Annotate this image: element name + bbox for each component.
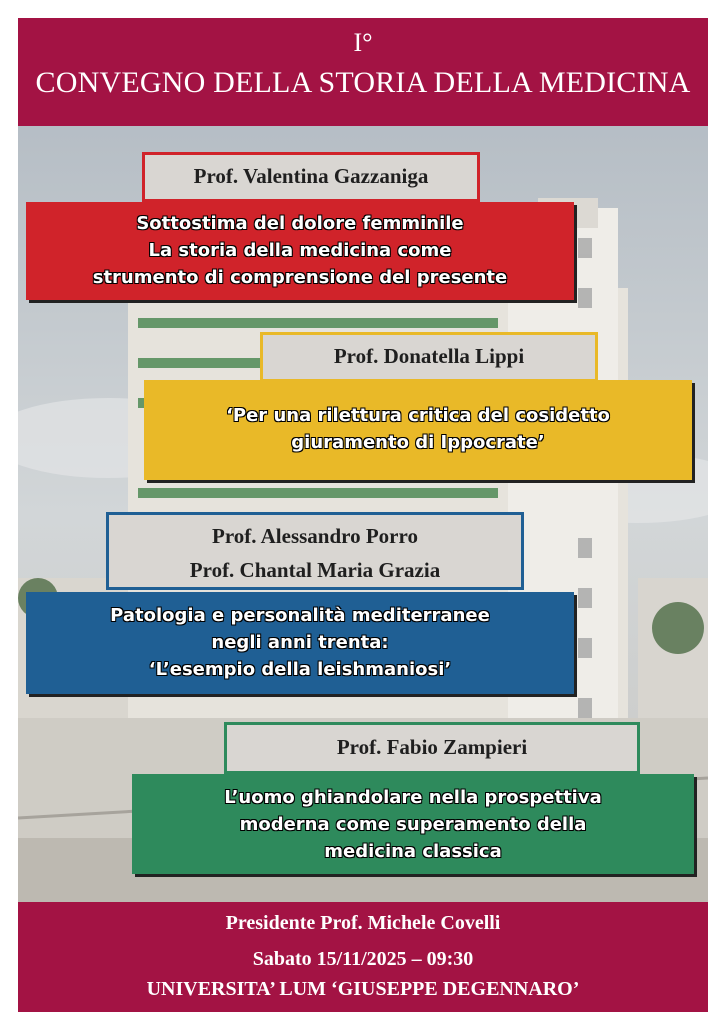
speaker-name: Prof. Valentina Gazzaniga xyxy=(142,152,480,202)
talk-title-line: L’uomo ghiandolare nella prospettiva xyxy=(224,787,602,808)
header-banner xyxy=(18,18,708,126)
talk-title-line: giuramento di Ippocrate’ xyxy=(291,432,545,453)
talk-title-line: Sottostima del dolore femminile xyxy=(136,213,464,234)
talk-title-box xyxy=(132,774,694,874)
talk-title-box xyxy=(26,592,574,694)
date-line: Sabato 15/11/2025 – 09:30 xyxy=(252,948,474,970)
talk-title-box xyxy=(26,202,574,300)
talk-title-line: La storia della medicina come xyxy=(148,240,452,261)
talk-title-line: moderna come superamento della xyxy=(239,814,587,835)
venue-line: UNIVERSITA’ LUM ‘GIUSEPPE DEGENNARO’ xyxy=(146,978,580,1000)
talk-title-line: medicina classica xyxy=(324,841,502,862)
speaker-name: Prof. Fabio Zampieri xyxy=(224,722,640,774)
talk-title-line: strumento di comprensione del presente xyxy=(92,267,508,288)
footer-banner xyxy=(18,902,708,1012)
poster xyxy=(18,18,708,1012)
edition-number: I° xyxy=(353,28,373,57)
speaker-name: Prof. Chantal Maria Grazia xyxy=(189,558,441,582)
speaker-names-box xyxy=(106,512,524,590)
president-line: Presidente Prof. Michele Covelli xyxy=(225,912,501,934)
speaker-name: Prof. Alessandro Porro xyxy=(212,524,418,548)
talk-title-box xyxy=(144,380,692,480)
talk-title-line: ‘L’esempio della leishmaniosi’ xyxy=(148,659,452,680)
event-title: CONVEGNO DELLA STORIA DELLA MEDICINA xyxy=(35,66,691,99)
talk-title-line: ‘Per una rilettura critica del cosidetto xyxy=(226,405,610,426)
speaker-name: Prof. Donatella Lippi xyxy=(260,332,598,382)
talk-title-line: Patologia e personalità mediterranee xyxy=(110,605,490,626)
talk-title-line: negli anni trenta: xyxy=(211,632,389,653)
